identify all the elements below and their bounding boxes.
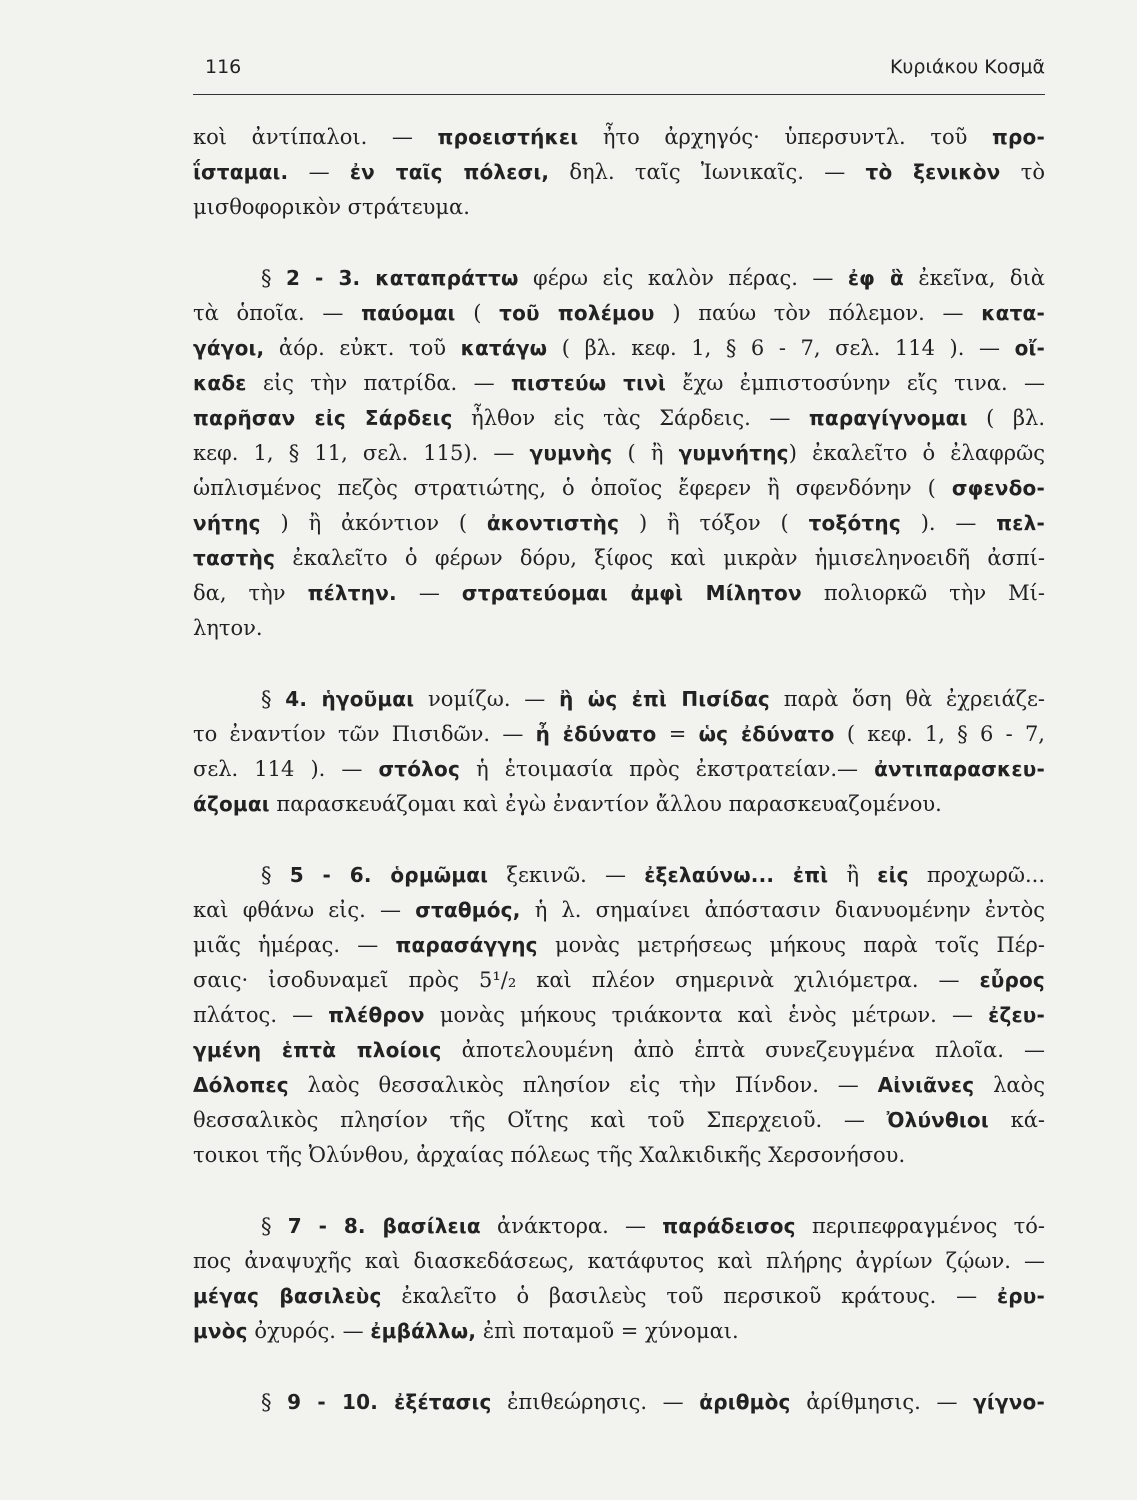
text-line xyxy=(193,682,1045,717)
gloss-text: § xyxy=(261,687,286,711)
headword: ἐζευ- xyxy=(988,1003,1045,1027)
gloss-text: ὀχυρός. — xyxy=(247,1319,371,1343)
page-number: 116 xyxy=(205,56,242,78)
gloss-text: κεφ. 1, § 11, σελ. 115). — xyxy=(193,441,530,465)
gloss-text: § xyxy=(261,266,286,290)
headword: στόλος xyxy=(378,757,461,781)
gloss-text: ἀόρ. εὐκτ. τοῦ xyxy=(264,336,461,360)
gloss-text: § xyxy=(261,1214,288,1238)
gloss-text: ξεκινῶ. — xyxy=(488,863,645,887)
gloss-text: — xyxy=(396,581,462,605)
paragraph-gap xyxy=(193,1349,1045,1385)
headword: ΐσταμαι. xyxy=(193,160,289,184)
glossary-paragraph xyxy=(193,120,1045,225)
text-line xyxy=(193,717,1045,752)
headword: γίγνο- xyxy=(973,1390,1045,1414)
gloss-text: ( ἢ xyxy=(612,441,679,465)
headword: ἀκοντιστὴς xyxy=(486,511,620,535)
headword: γυμνὴς xyxy=(529,441,613,465)
gloss-text: ἦλθον εἰς τὰς Σάρδεις. — xyxy=(452,406,809,430)
text-line xyxy=(193,506,1045,541)
gloss-text: τὰ ὁποῖα. — xyxy=(193,301,362,325)
gloss-text: ἀρίθμησις. — xyxy=(790,1390,974,1414)
text-line xyxy=(193,401,1045,436)
gloss-text: κά- xyxy=(988,1108,1045,1132)
text-line xyxy=(193,1385,1045,1420)
headword: παράδεισος xyxy=(662,1214,796,1238)
gloss-text: δα, τὴν xyxy=(193,581,308,605)
headword: 5 - 6. ὁρμῶμαι xyxy=(289,863,489,887)
text-line xyxy=(193,1033,1045,1068)
headword: ἀριθμὸς xyxy=(699,1390,791,1414)
gloss-text: τὸ xyxy=(1000,160,1046,184)
gloss-text: ἐπὶ ποταμοῦ = χύνομαι. xyxy=(476,1319,739,1343)
headword: παύομαι xyxy=(361,301,456,325)
gloss-text: ἐκαλεῖτο ὁ βασιλεὺς τοῦ περσικοῦ κράτους. — xyxy=(381,1284,997,1308)
glossary-paragraph xyxy=(193,858,1045,1173)
paragraph-gap xyxy=(193,1173,1045,1209)
headword: πιστεύω τινὶ xyxy=(510,371,666,395)
gloss-text: ἦτο ἀρχηγός· ὑπερσυντλ. τοῦ xyxy=(578,125,993,149)
text-line xyxy=(193,331,1045,366)
headword: γυμνήτης xyxy=(678,441,789,465)
gloss-text: σελ. 114 ). — xyxy=(193,757,379,781)
glossary-paragraph xyxy=(193,1385,1045,1420)
gloss-text: ( βλ. κεφ. 1, § 6 - 7, σελ. 114 ). — xyxy=(547,336,1015,360)
text-line xyxy=(193,1244,1045,1279)
headword: Αἰνιᾶνες xyxy=(877,1073,975,1097)
glossary-body xyxy=(193,120,1045,1420)
text-line xyxy=(193,366,1045,401)
text-line xyxy=(193,787,1045,822)
text-line xyxy=(193,1068,1045,1103)
glossary-paragraph xyxy=(193,682,1045,822)
text-line xyxy=(193,1279,1045,1314)
headword: πλέθρον xyxy=(328,1003,425,1027)
gloss-text: μισθοφορικὸν στράτευμα. xyxy=(193,195,470,219)
gloss-text: μιᾶς ἡμέρας. — xyxy=(193,933,396,957)
page-header xyxy=(205,56,1045,78)
text-line xyxy=(193,1138,1045,1173)
gloss-text: ( βλ. xyxy=(967,406,1046,430)
headword: ἐξελαύνω... ἐπὶ xyxy=(644,863,829,887)
gloss-text: καὶ φθάνω εἰς. — xyxy=(193,898,416,922)
headword: προ- xyxy=(992,125,1045,149)
headword: μνὸς xyxy=(193,1319,248,1343)
paragraph-gap xyxy=(193,822,1045,858)
gloss-text: δηλ. ταῖς Ἰωνικαῖς. — xyxy=(549,160,866,184)
headword: ἀντιπαρασκευ- xyxy=(874,757,1045,781)
headword: στρατεύομαι ἀμφὶ Μίλητον xyxy=(461,581,802,605)
headword: παρῆσαν εἰς Σάρδεις xyxy=(193,406,453,430)
headword: τοξότης xyxy=(808,511,901,535)
gloss-text: § xyxy=(261,1390,288,1414)
gloss-text: ἐπιθεώρησις. — xyxy=(491,1390,700,1414)
text-line xyxy=(193,471,1045,506)
gloss-text: ἀνάκτορα. — xyxy=(480,1214,663,1238)
headword: κατάγω xyxy=(460,336,548,360)
headword: σφενδο- xyxy=(951,476,1045,500)
headword: ἢ ὡς ἐπὶ Πισίδας xyxy=(559,687,770,711)
text-line xyxy=(193,541,1045,576)
gloss-text: ) ἢ τόξον ( xyxy=(619,511,809,535)
headword: Δόλοπες xyxy=(193,1073,289,1097)
headword: παραγίγνομαι xyxy=(808,406,968,430)
gloss-text: ἡ ἑτοιμασία πρὸς ἐκστρατείαν.— xyxy=(460,757,875,781)
gloss-text: τοικοι τῆς Ὀλύνθου, ἀρχαίας πόλεως τῆς Χαλκιδικῆς Χερσονήσου. xyxy=(193,1143,906,1167)
headword: 4. ἡγοῦμαι xyxy=(285,687,415,711)
gloss-text: ἢ xyxy=(828,863,878,887)
headword: εἰς xyxy=(877,863,909,887)
text-line xyxy=(193,1103,1045,1138)
gloss-text: εἰς τὴν πατρίδα. — xyxy=(246,371,511,395)
gloss-text: ἔχω ἐμπιστοσύνην εἴς τινα. — xyxy=(665,371,1045,395)
text-line xyxy=(193,611,1045,646)
gloss-text: ὡπλισμένος πεζὸς στρατιώτης, ὁ ὁποῖος ἔφερεν ἢ σφενδόνην ( xyxy=(193,476,952,500)
headword: ταστὴς xyxy=(193,546,276,570)
glossary-paragraph xyxy=(193,261,1045,646)
gloss-text: παρὰ ὅση θὰ ἐχρειάζε- xyxy=(769,687,1045,711)
headword: παρασάγγης xyxy=(395,933,538,957)
glossary-paragraph xyxy=(193,1209,1045,1349)
paragraph-gap xyxy=(193,225,1045,261)
gloss-text: πλάτος. — xyxy=(193,1003,329,1027)
headword: μέγας βασιλεὺς xyxy=(193,1284,382,1308)
gloss-text: κοὶ ἀντίπαλοι. — xyxy=(193,125,438,149)
headword: γάγοι, xyxy=(193,336,265,360)
headword: πέλτην. xyxy=(307,581,397,605)
text-line xyxy=(193,1314,1045,1349)
headword: γμένη ἑπτὰ πλοίοις xyxy=(193,1038,442,1062)
headword: πελ- xyxy=(996,511,1045,535)
gloss-text: — xyxy=(288,160,350,184)
text-line xyxy=(193,752,1045,787)
headword: ἐμβάλλω, xyxy=(370,1319,477,1343)
text-line xyxy=(193,928,1045,963)
text-line xyxy=(193,436,1045,471)
gloss-text: πολιορκῶ τὴν Μί- xyxy=(801,581,1045,605)
gloss-text: πος ἀναψυχῆς καὶ διασκεδάσεως, κατάφυτος καὶ πλήρης ἀγρίων ζῴων. — xyxy=(193,1249,1045,1273)
headword: 7 - 8. βασίλεια xyxy=(287,1214,481,1238)
headword: Ὀλύνθιοι xyxy=(886,1108,989,1132)
text-line xyxy=(193,296,1045,331)
gloss-text: § xyxy=(261,863,290,887)
gloss-text: ἡ λ. σημαίνει ἀπόστασιν διανυομένην ἐντὸς xyxy=(520,898,1045,922)
text-line xyxy=(193,576,1045,611)
headword: 2 - 3. καταπράττω xyxy=(285,266,519,290)
headword: 9 - 10. ἐξέτασις xyxy=(287,1390,492,1414)
headword: ἐν ταῖς πόλεσι, xyxy=(349,160,550,184)
gloss-text: ) ἢ ἀκόντιον ( xyxy=(260,511,487,535)
gloss-text: ( κεφ. 1, § 6 - 7, xyxy=(834,722,1045,746)
gloss-text: θεσσαλικὸς πλησίον τῆς Οἴτης καὶ τοῦ Σπερχειοῦ. — xyxy=(193,1108,887,1132)
headword: τὸ ξενικὸν xyxy=(865,160,1001,184)
headword: ἦ ἐδύνατο xyxy=(535,722,657,746)
headword: νήτης xyxy=(193,511,261,535)
text-line xyxy=(193,998,1045,1033)
gloss-text: λαὸς xyxy=(974,1073,1046,1097)
gloss-text: ) παύω τὸν πόλεμον. — xyxy=(654,301,982,325)
running-title: Κυριάκου Κοσμᾶ xyxy=(889,56,1045,78)
headword: καδε xyxy=(193,371,247,395)
headword: ὡς ἐδύνατο xyxy=(698,722,835,746)
gloss-text: μονὰς μετρήσεως μήκους παρὰ τοῖς Πέρ- xyxy=(537,933,1045,957)
gloss-text: ( xyxy=(455,301,500,325)
text-line xyxy=(193,190,1045,225)
gloss-text: ἐκαλεῖτο ὁ φέρων δόρυ, ξίφος καὶ μικρὰν ἡμισεληνοειδῆ ἀσπί- xyxy=(275,546,1045,570)
gloss-text: προχωρῶ... xyxy=(908,863,1045,887)
gloss-text: ἀποτελουμένη ἀπὸ ἑπτὰ συνεζευγμένα πλοῖα. — xyxy=(441,1038,1045,1062)
text-line xyxy=(193,155,1045,190)
gloss-text: ). — xyxy=(900,511,997,535)
gloss-text: παρασκευάζομαι καὶ ἐγὼ ἐναντίον ἄλλου παρασκευαζομένου. xyxy=(269,792,942,816)
headword: ἐρυ- xyxy=(996,1284,1045,1308)
gloss-text: = xyxy=(656,722,699,746)
gloss-text: νομίζω. — xyxy=(414,687,560,711)
gloss-text: ἐκεῖνα, διὰ xyxy=(903,266,1045,290)
gloss-text: λητον. xyxy=(193,616,263,640)
gloss-text: λαὸς θεσσαλικὸς πλησίον εἰς τὴν Πίνδον. — xyxy=(288,1073,878,1097)
text-line xyxy=(193,1209,1045,1244)
text-line xyxy=(193,261,1045,296)
gloss-text: ) ἐκαλεῖτο ὁ ἐλαφρῶς xyxy=(788,441,1045,465)
gloss-text: σαις· ἰσοδυναμεῖ πρὸς 5¹/₂ καὶ πλέον σημερινὰ χιλιόμετρα. — xyxy=(193,968,980,992)
gloss-text: φέρω εἰς καλὸν πέρας. — xyxy=(518,266,848,290)
headword: κατα- xyxy=(981,301,1045,325)
headword: σταθμός, xyxy=(415,898,521,922)
text-line xyxy=(193,963,1045,998)
headword: ἐφ ἃ xyxy=(847,266,904,290)
headword: άζομαι xyxy=(193,792,270,816)
text-line xyxy=(193,858,1045,893)
headword: οἴ- xyxy=(1014,336,1045,360)
headword: τοῦ πολέμου xyxy=(499,301,655,325)
gloss-text: το ἐναντίον τῶν Πισιδῶν. — xyxy=(193,722,536,746)
gloss-text: περιπεφραγμένος τό- xyxy=(795,1214,1045,1238)
text-line xyxy=(193,893,1045,928)
gloss-text: μονὰς μήκους τριάκοντα καὶ ἑνὸς μέτρων. — xyxy=(424,1003,989,1027)
text-line xyxy=(193,120,1045,155)
header-rule xyxy=(193,94,1045,95)
headword: προειστήκει xyxy=(437,125,579,149)
headword: εὖρος xyxy=(979,968,1045,992)
paragraph-gap xyxy=(193,646,1045,682)
